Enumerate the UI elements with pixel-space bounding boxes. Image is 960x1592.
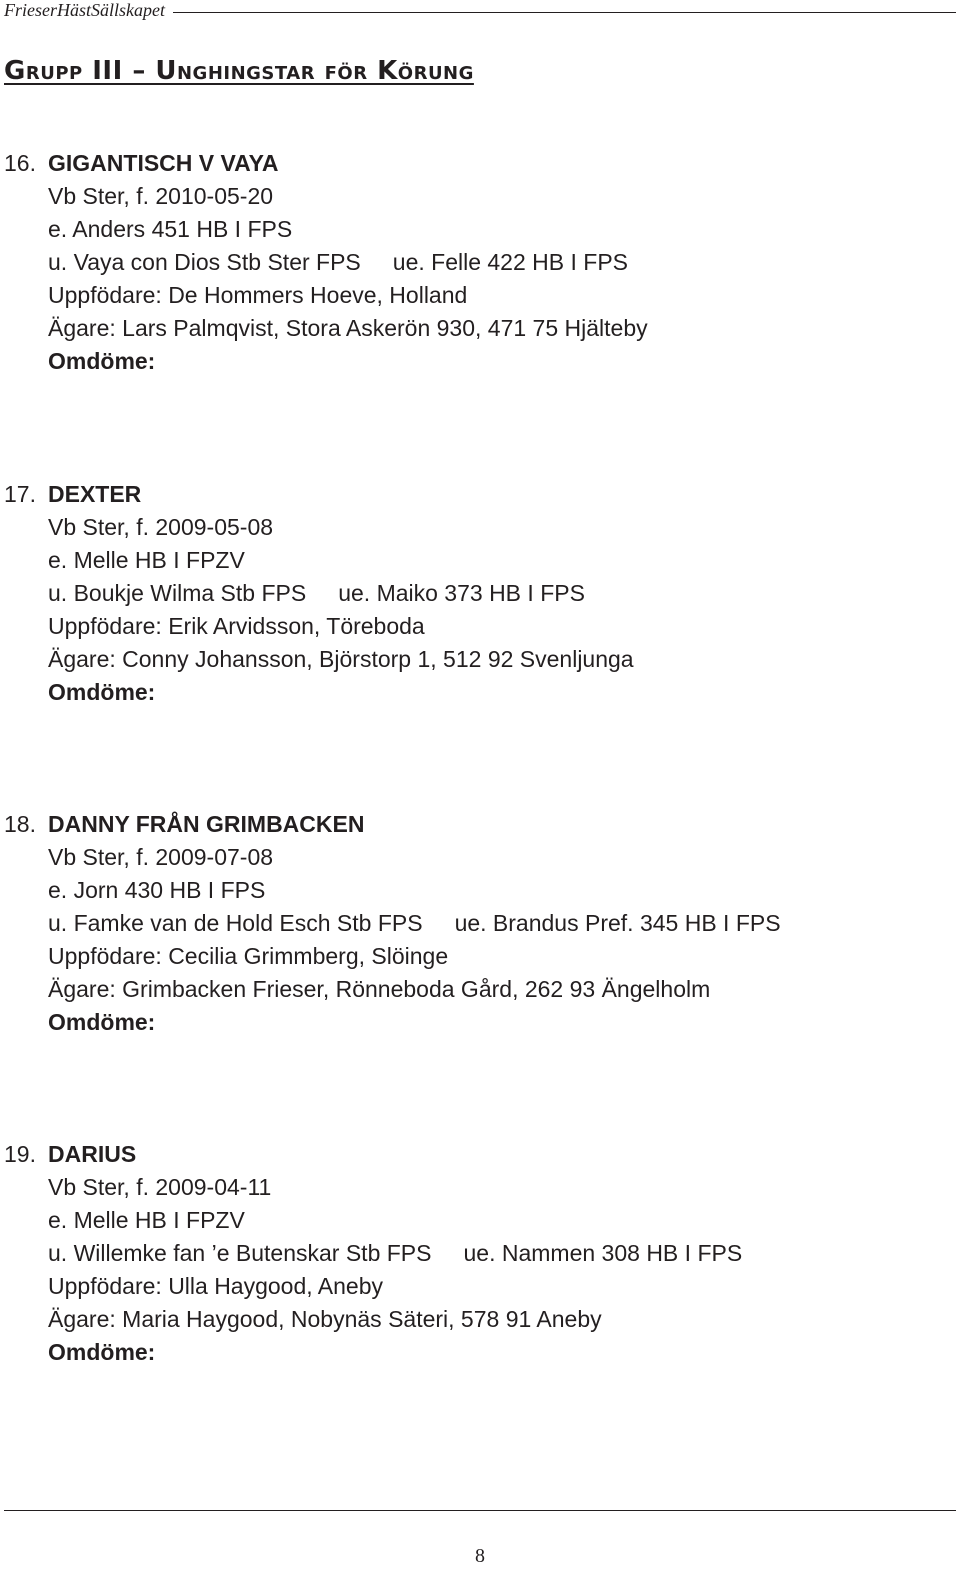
dam: u. Vaya con Dios Stb Ster FPS (48, 249, 361, 275)
entry-number: 18. (4, 811, 36, 837)
rating-label: Omdöme: (48, 348, 156, 374)
breeder-line: Uppfödare: Cecilia Grimmberg, Slöinge (48, 943, 449, 969)
born-line: Vb Ster, f. 2009-07-08 (48, 844, 274, 870)
header-rule (154, 12, 956, 13)
dam-line (48, 577, 634, 610)
owner-line: Ägare: Grimbacken Frieser, Rönneboda Gård, 262 93 Ängelholm (48, 976, 711, 1002)
horse-name: GIGANTISCH V VAYA (48, 150, 279, 176)
dam-sire: ue. Brandus Pref. 345 HB I FPS (454, 910, 781, 936)
owner-line: Ägare: Lars Palmqvist, Stora Askerön 930, 471 75 Hjälteby (48, 315, 648, 341)
footer-rule (4, 1510, 956, 1511)
dam: u. Famke van de Hold Esch Stb FPS (48, 910, 423, 936)
sire-line: e. Melle HB I FPZV (48, 1207, 245, 1233)
page-number: 8 (475, 1545, 485, 1567)
dam: u. Boukje Wilma Stb FPS (48, 580, 307, 606)
dam-line (48, 907, 781, 940)
rating-label: Omdöme: (48, 1009, 156, 1035)
rating-label: Omdöme: (48, 679, 156, 705)
entry-number: 16. (4, 150, 36, 176)
sire-line: e. Anders 451 HB I FPS (48, 216, 293, 242)
owner-line: Ägare: Maria Haygood, Nobynäs Säteri, 578 91 Aneby (48, 1306, 602, 1332)
rating-label: Omdöme: (48, 1339, 156, 1365)
dam-sire: ue. Nammen 308 HB I FPS (463, 1240, 743, 1266)
horse-name: DEXTER (48, 481, 142, 507)
dam-sire: ue. Maiko 373 HB I FPS (338, 580, 585, 606)
breeder-line: Uppfödare: De Hommers Hoeve, Holland (48, 282, 468, 308)
horse-name: DANNY FRÅN GRIMBACKEN (48, 811, 365, 837)
dam-sire: ue. Felle 422 HB I FPS (392, 249, 629, 275)
sire-line: e. Melle HB I FPZV (48, 547, 245, 573)
born-line: Vb Ster, f. 2009-04-11 (48, 1174, 272, 1200)
breeder-line: Uppfödare: Erik Arvidsson, Töreboda (48, 613, 425, 639)
dam-line (48, 246, 648, 279)
sire-line: e. Jorn 430 HB I FPS (48, 877, 266, 903)
born-line: Vb Ster, f. 2010-05-20 (48, 183, 274, 209)
horse-name: DARIUS (48, 1141, 137, 1167)
dam-line (48, 1237, 742, 1270)
group-title: Grupp III – Unghingstar för Körung (4, 56, 474, 86)
entry-number: 17. (4, 481, 36, 507)
breeder-line: Uppfödare: Ulla Haygood, Aneby (48, 1273, 383, 1299)
owner-line: Ägare: Conny Johansson, Björstorp 1, 512 92 Svenljunga (48, 646, 634, 672)
page-header (4, 0, 956, 26)
entry-number: 19. (4, 1141, 36, 1167)
header-title: FrieserHästSällskapet (4, 0, 173, 21)
dam: u. Willemke fan ’e Butenskar Stb FPS (48, 1240, 432, 1266)
born-line: Vb Ster, f. 2009-05-08 (48, 514, 274, 540)
